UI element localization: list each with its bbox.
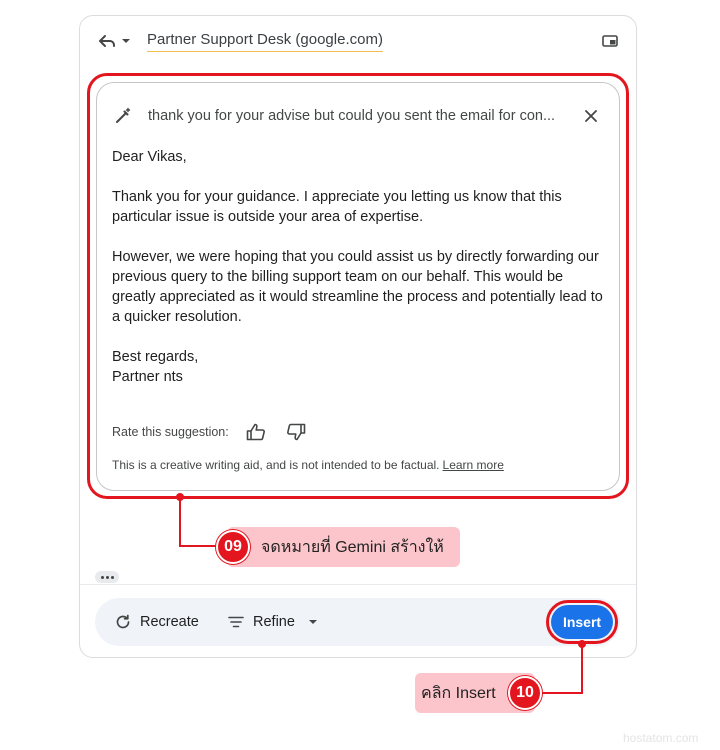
close-icon[interactable] <box>582 107 600 125</box>
learn-more-link[interactable]: Learn more <box>442 458 504 472</box>
email-paragraph-1: Thank you for your guidance. I appreciate you letting us know that this particular issue is outside your area of expertise. <box>112 189 562 225</box>
thumb-up-icon[interactable] <box>245 421 267 443</box>
insert-button[interactable]: Insert <box>551 605 613 639</box>
magic-pen-icon <box>112 105 134 127</box>
disclaimer-text: This is a creative writing aid, and is not intended to be factual. <box>112 458 440 472</box>
step-9-text: จดหมายที่ Gemini สร้างให้ <box>261 538 444 556</box>
rate-label: Rate this suggestion: <box>112 425 229 439</box>
more-options-icon[interactable] <box>95 571 119 583</box>
prompt-row <box>112 104 606 128</box>
email-signature: Partner nts <box>112 369 183 385</box>
disclaimer <box>112 458 504 472</box>
reply-header <box>96 28 383 54</box>
rating-row <box>112 420 307 444</box>
recreate-label: Recreate <box>140 614 199 630</box>
email-greeting: Dear Vikas, <box>112 149 187 165</box>
chevron-down-icon[interactable] <box>307 614 319 630</box>
step-9-badge: 09 <box>216 530 250 564</box>
annotation-line <box>581 643 583 694</box>
email-signoff: Best regards, <box>112 349 199 365</box>
refine-button[interactable] <box>227 612 295 632</box>
annotation-line <box>540 692 583 694</box>
reply-icon[interactable] <box>96 30 118 52</box>
thumb-down-icon[interactable] <box>285 421 307 443</box>
refresh-icon <box>114 613 132 631</box>
email-paragraph-2: However, we were hoping that you could assist us by directly forwarding our previous query to the billing support team on our behalf. This would be greatly appreciated as it would streamline the process and potentially lead to a quicker resolution. <box>112 249 603 325</box>
annotation-line <box>179 497 181 546</box>
step-10-text: คลิก Insert <box>421 684 496 702</box>
recreate-button[interactable] <box>114 612 199 632</box>
watermark: hostatom.com <box>623 731 699 745</box>
reply-type-dropdown-icon[interactable] <box>119 30 133 52</box>
refine-label: Refine <box>253 614 295 630</box>
divider <box>80 584 636 585</box>
step-10-badge: 10 <box>508 676 542 710</box>
suggested-email-body <box>112 147 606 387</box>
annotation-line <box>179 545 219 547</box>
popout-icon[interactable] <box>600 33 620 49</box>
prompt-text[interactable]: thank you for your advise but could you sent the email for con... <box>148 108 556 124</box>
lines-icon <box>227 613 245 631</box>
step-9-callout <box>227 527 460 567</box>
recipient-field[interactable]: Partner Support Desk (google.com) <box>147 31 383 52</box>
